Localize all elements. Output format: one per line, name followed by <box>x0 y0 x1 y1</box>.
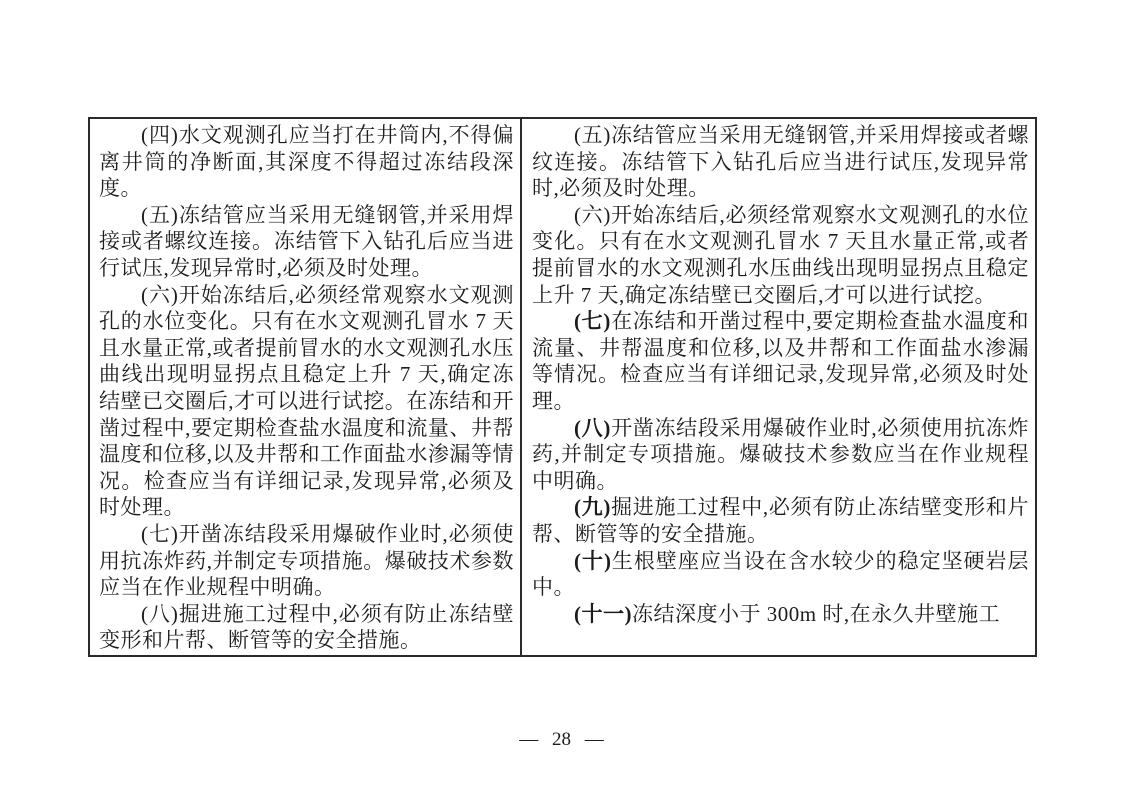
clause-number: (六) <box>574 202 611 227</box>
clause-number: (五) <box>574 123 611 147</box>
clause-paragraph <box>532 601 1029 628</box>
clause-text: 在冻结和开凿过程中,要定期检查盐水温度和流量、井帮温度和位移,以及井帮和工作面盐水渗漏等情况。检查应当有详细记录,发现异常,必须及时处理。 <box>532 309 1029 413</box>
page-number: — 28 — <box>519 729 604 750</box>
clause-text: 掘进施工过程中,必须有防止冻结壁变形和片帮、断管等的安全措施。 <box>532 495 1029 546</box>
clause-text: 开凿冻结段采用爆破作业时,必须使用抗冻炸药,并制定专项措施。爆破技术参数应当在作业规程中明确。 <box>532 415 1029 493</box>
clause-paragraph <box>532 308 1029 414</box>
clause-paragraph <box>99 122 514 202</box>
clause-text: 生根壁座应当设在含水较少的稳定坚硬岩层中。 <box>532 548 1029 600</box>
clause-number: (十一) <box>574 601 632 626</box>
comparison-table <box>88 117 1037 657</box>
clause-text: 开始冻结后,必须经常观察水文观测孔的水位变化。只有在水文观测孔冒水 7 天且水量正常,或者提前冒水的水文观测孔水压曲线出现明显拐点且稳定上升 7 天,确定冻结壁已交圈后,才可以进行试挖。 <box>532 202 1029 307</box>
clause-paragraph <box>532 202 1029 308</box>
clause-paragraph <box>532 122 1029 202</box>
clause-paragraph <box>532 548 1029 601</box>
clause-text: 开凿冻结段采用爆破作业时,必须使用抗冻炸药,并制定专项措施。爆破技术参数应当在作业规程中明确。 <box>99 521 514 600</box>
clause-number: (五) <box>141 202 179 227</box>
clause-number: (八) <box>574 415 611 440</box>
clause-number: (四) <box>141 123 179 147</box>
clause-number: (九) <box>574 495 611 520</box>
clause-text: 冻结管应当采用无缝钢管,并采用焊接或者螺纹连接。冻结管下入钻孔后应当进行试压,发现异常时,必须及时处理。 <box>99 202 514 280</box>
clause-text: 水文观测孔应当打在井筒内,不得偏离井筒的净断面,其深度不得超过冻结段深度。 <box>99 123 514 201</box>
clause-paragraph <box>99 601 514 654</box>
clause-paragraph <box>99 282 514 521</box>
clause-paragraph <box>99 521 514 601</box>
clause-number: (六) <box>141 282 179 307</box>
table-column-right <box>522 119 1035 655</box>
clause-paragraph <box>532 494 1029 547</box>
clause-paragraph <box>99 202 514 282</box>
clause-number: (七) <box>141 521 179 546</box>
clause-text: 掘进施工过程中,必须有防止冻结壁变形和片帮、断管等的安全措施。 <box>99 601 514 653</box>
clause-text: 开始冻结后,必须经常观察水文观测孔的水位变化。只有在水文观测孔冒水 7 天且水量正常,或者提前冒水的水文观测孔水压曲线出现明显拐点且稳定上升 7 天,确定冻结壁已交圈后,才可以进行试挖。在冻结和开凿过程中,要定期检查盐水温度和流量、井帮温度和位移,以及井帮和工作面盐水渗漏等情况。检查应当有详细记录,发现异常,必须及时处理。 <box>99 282 514 520</box>
clause-number: (七) <box>574 309 611 334</box>
table-column-left <box>90 119 522 655</box>
clause-text: 冻结管应当采用无缝钢管,并采用焊接或者螺纹连接。冻结管下入钻孔后应当进行试压,发现异常时,必须及时处理。 <box>532 123 1029 201</box>
clause-paragraph <box>532 415 1029 495</box>
clause-number: (十) <box>574 548 612 573</box>
clause-text: 冻结深度小于 300m 时,在永久井壁施工 <box>632 601 1001 626</box>
clause-number: (八) <box>141 601 179 626</box>
